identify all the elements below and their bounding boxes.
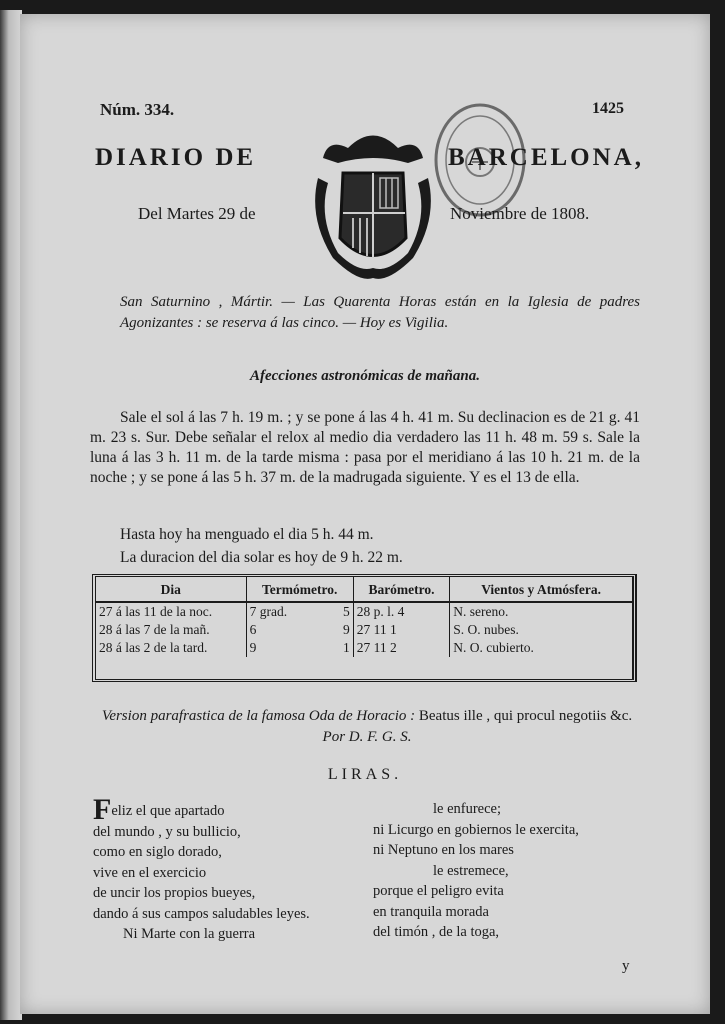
column-header-winds: Vientos y Atmósfera. xyxy=(450,577,632,602)
day-length-line: La duracion del dia solar es hoy de 9 h. 22 m. xyxy=(120,549,403,566)
cell-dia: 28 á las 7 de la mañ. xyxy=(99,622,210,637)
table-row xyxy=(96,621,632,639)
cell-wind: N. sereno. xyxy=(450,602,632,621)
version-title-italic: Version parafrastica de la famosa Oda de Horacio : xyxy=(101,708,416,724)
poem-line-text: eliz el que apartado xyxy=(111,803,225,819)
drop-cap: F xyxy=(93,793,112,826)
table-row xyxy=(96,602,632,621)
poem-line: porque el peligro evita xyxy=(373,883,504,899)
poem-left-column xyxy=(93,793,310,945)
weather-table xyxy=(92,574,637,682)
version-title-latin: Beatus ille , qui procul negotiis &c. xyxy=(418,708,633,724)
date-line-right: Noviembre de 1808. xyxy=(450,204,590,223)
cell-temp xyxy=(246,639,353,657)
document-page xyxy=(20,14,710,1014)
cell-temp-fraction: 1 xyxy=(343,640,350,655)
astronomy-paragraph: Sale el sol á las 7 h. 19 m. ; y se pone á las 4 h. 41 m. Su declinacion es de 21 g. 41 m. 23 s. Sur. Debe señalar el relox al medio dia verdadero las 11 h. 48 m. 59 s. Sale la luna á las 3 h. 11 m. de la tarde misma : pasa por el meridiano á las 10 h. 21 m. de la noche ; y se pone á las 5 h. 37 m. de la madrugada siguiente. Y es el 13 de ella. xyxy=(90,409,640,486)
cell-wind: S. O. nubes. xyxy=(450,621,632,639)
cell-temp-fraction: 9 xyxy=(343,622,350,637)
cell-temp xyxy=(246,621,353,639)
poem-line: vive en el exercicio xyxy=(93,864,207,881)
poem-line: del timón , de la toga, xyxy=(373,924,500,940)
astronomy-heading: Afecciones astronómicas de mañana. xyxy=(249,368,480,384)
table-row xyxy=(96,639,632,657)
cell-temp-value: 7 grad. xyxy=(249,604,288,619)
catchword: y xyxy=(622,958,630,974)
cell-temp xyxy=(246,602,353,621)
poem-line: en tranquila morada xyxy=(373,903,489,920)
poem-line: le enfurece; xyxy=(433,801,502,817)
poem-right-column xyxy=(373,799,579,943)
barcelona-coat-of-arms xyxy=(298,118,448,288)
page-number: 1425 xyxy=(592,100,624,117)
poem-heading: LIRAS. xyxy=(327,766,403,783)
cell-baro: 27 11 1 xyxy=(353,621,449,639)
poem-line: ni Neptuno en los mares xyxy=(373,842,514,858)
masthead-title-left: DIARIO DE xyxy=(95,144,257,171)
masthead-title-right: BARCELONA, xyxy=(448,144,644,171)
column-header-thermometer: Termómetro. xyxy=(246,577,353,602)
date-line-left: Del Martes 29 de xyxy=(138,204,256,223)
poem-line: ni Licurgo en gobiernos le exercita, xyxy=(373,821,579,838)
poem-line: Ni Marte con la guerra xyxy=(123,926,256,942)
poem-line: del mundo , y su bullicio, xyxy=(93,823,241,840)
poem-line: como en siglo dorado, xyxy=(93,844,222,860)
saints-notice: San Saturnino , Mártir. — Las Quarenta Horas están en la Iglesia de padres Agonizantes : se reserva á las cinco. — Hoy es Vigilia. xyxy=(120,294,640,331)
day-shortening-line: Hasta hoy ha menguado el dia 5 h. 44 m. xyxy=(120,526,374,543)
poem-line xyxy=(93,793,310,826)
issue-number: Núm. 334. xyxy=(100,100,175,119)
page-fold-edge xyxy=(0,10,22,1020)
column-header-dia: Dia xyxy=(96,577,246,602)
version-title xyxy=(92,706,642,748)
cell-dia: 27 á las 11 de la noc. xyxy=(99,604,213,619)
cell-dia: 28 á las 2 de la tard. xyxy=(99,640,208,655)
poem-line: de uncir los propios bueyes, xyxy=(93,885,256,901)
poem-line: dando á sus campos saludables leyes. xyxy=(93,905,310,922)
cell-temp-value: 9 xyxy=(249,640,257,655)
column-header-barometer: Barómetro. xyxy=(353,577,449,602)
cell-temp-value: 6 xyxy=(249,622,257,637)
version-author: Por D. F. G. S. xyxy=(322,729,412,745)
cell-temp-fraction: 5 xyxy=(343,604,350,619)
cell-baro: 27 11 2 xyxy=(353,639,449,657)
cell-wind: N. O. cubierto. xyxy=(450,639,632,657)
cell-baro: 28 p. l. 4 xyxy=(353,602,449,621)
poem-line: le estremece, xyxy=(433,862,509,879)
